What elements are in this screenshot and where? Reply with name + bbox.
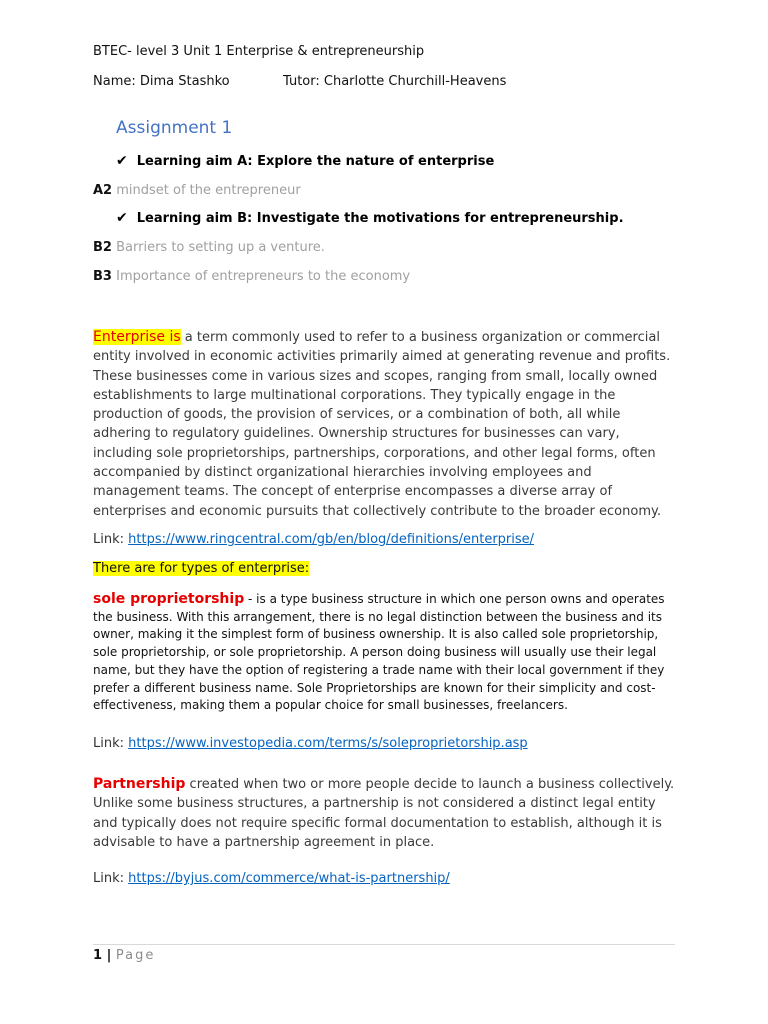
- enterprise-paragraph: [93, 328, 675, 521]
- link-row-partnership: [93, 871, 450, 886]
- page-label: Page: [115, 948, 156, 963]
- link-label: Link:: [93, 532, 129, 547]
- student-name: Name: Dima Stashko: [93, 74, 230, 89]
- link-row-enterprise: [93, 532, 534, 547]
- criterion-code: B2: [93, 240, 112, 255]
- criterion-code: A2: [93, 183, 113, 198]
- criterion-b2: [93, 240, 325, 255]
- link-label: Link:: [93, 736, 129, 751]
- ringcentral-link[interactable]: https://www.ringcentral.com/gb/en/blog/definitions/enterprise/: [128, 532, 535, 547]
- criterion-text: mindset of the entrepreneur: [116, 183, 301, 198]
- partnership-body: created when two or more people decide to launch a business collectively. Unlike some business structures, a partnership is not considered a distinct legal entity and typically does not require specific formal documentation to establish, although it is advisable to have a partnership agreement in place.: [93, 777, 675, 850]
- enterprise-body: a term commonly used to refer to a business organization or commercial entity involved in economic activities primarily aimed at generating revenue and profits. These businesses come in various sizes and scopes, ranging from small, locally owned establishments to large multinational corporations. They typically engage in the production of goods, the provision of services, or a combination of both, all while adhering to regulatory guidelines. Ownership structures for businesses can vary, including sole proprietorships, partnerships, corporations, and other legal forms, often accompanied by distinct organizational hierarchies involving employees and management teams. The concept of enterprise encompasses a diverse array of enterprises and economic pursuits that collectively contribute to the broader economy.: [93, 330, 671, 519]
- byjus-link[interactable]: https://byjus.com/commerce/what-is-partnership/: [128, 871, 450, 886]
- learning-aim-a-text: Learning aim A: Explore the nature of enterprise: [136, 154, 495, 169]
- link-row-sole: [93, 736, 528, 751]
- sole-proprietorship-paragraph: [93, 591, 675, 715]
- link-label: Link:: [93, 871, 129, 886]
- types-heading: [93, 561, 309, 576]
- criterion-text: Importance of entrepreneurs to the economy: [116, 269, 411, 284]
- learning-aim-a: [116, 153, 494, 169]
- criterion-a2: [93, 183, 301, 198]
- footer-separator: |: [102, 948, 116, 963]
- page-footer: [93, 948, 155, 963]
- criterion-b3: [93, 269, 410, 284]
- tutor-name: Tutor: Charlotte Churchill-Heavens: [283, 74, 507, 89]
- learning-aim-b: [116, 210, 624, 226]
- types-heading-text: There are for types of enterprise:: [93, 561, 310, 576]
- assignment-title: Assignment 1: [116, 118, 233, 138]
- criterion-text: Barriers to setting up a venture.: [116, 240, 325, 255]
- footer-divider: [93, 944, 675, 945]
- learning-aim-b-text: Learning aim B: Investigate the motivations for entrepreneurship.: [136, 211, 624, 226]
- checkmark-icon: ✔: [116, 210, 128, 226]
- criterion-code: B3: [93, 269, 112, 284]
- investopedia-link[interactable]: https://www.investopedia.com/terms/s/soleproprietorship.asp: [128, 736, 528, 751]
- checkmark-icon: ✔: [116, 153, 128, 169]
- course-header: BTEC- level 3 Unit 1 Enterprise & entrepreneurship: [93, 44, 425, 59]
- sole-proprietorship-body: - is a type business structure in which one person owns and operates the business. With this arrangement, there is no legal distinction between the business and its owner, making it the simplest form of business ownership. It is also called sole proprietorship, sole proprietorship, or sole proprietorship. A person doing business will usually use their legal name, but they have the option of registering a trade name with their local government if they prefer a different business name. Sole Proprietorships are known for their simplicity and cost-effectiveness, making them a popular choice for small businesses, freelancers.: [93, 592, 665, 713]
- partnership-term: Partnership: [93, 776, 186, 792]
- partnership-paragraph: [93, 775, 675, 852]
- page-number: 1: [93, 948, 103, 963]
- sole-proprietorship-term: sole proprietorship: [93, 591, 245, 607]
- enterprise-term: Enterprise is: [93, 329, 181, 345]
